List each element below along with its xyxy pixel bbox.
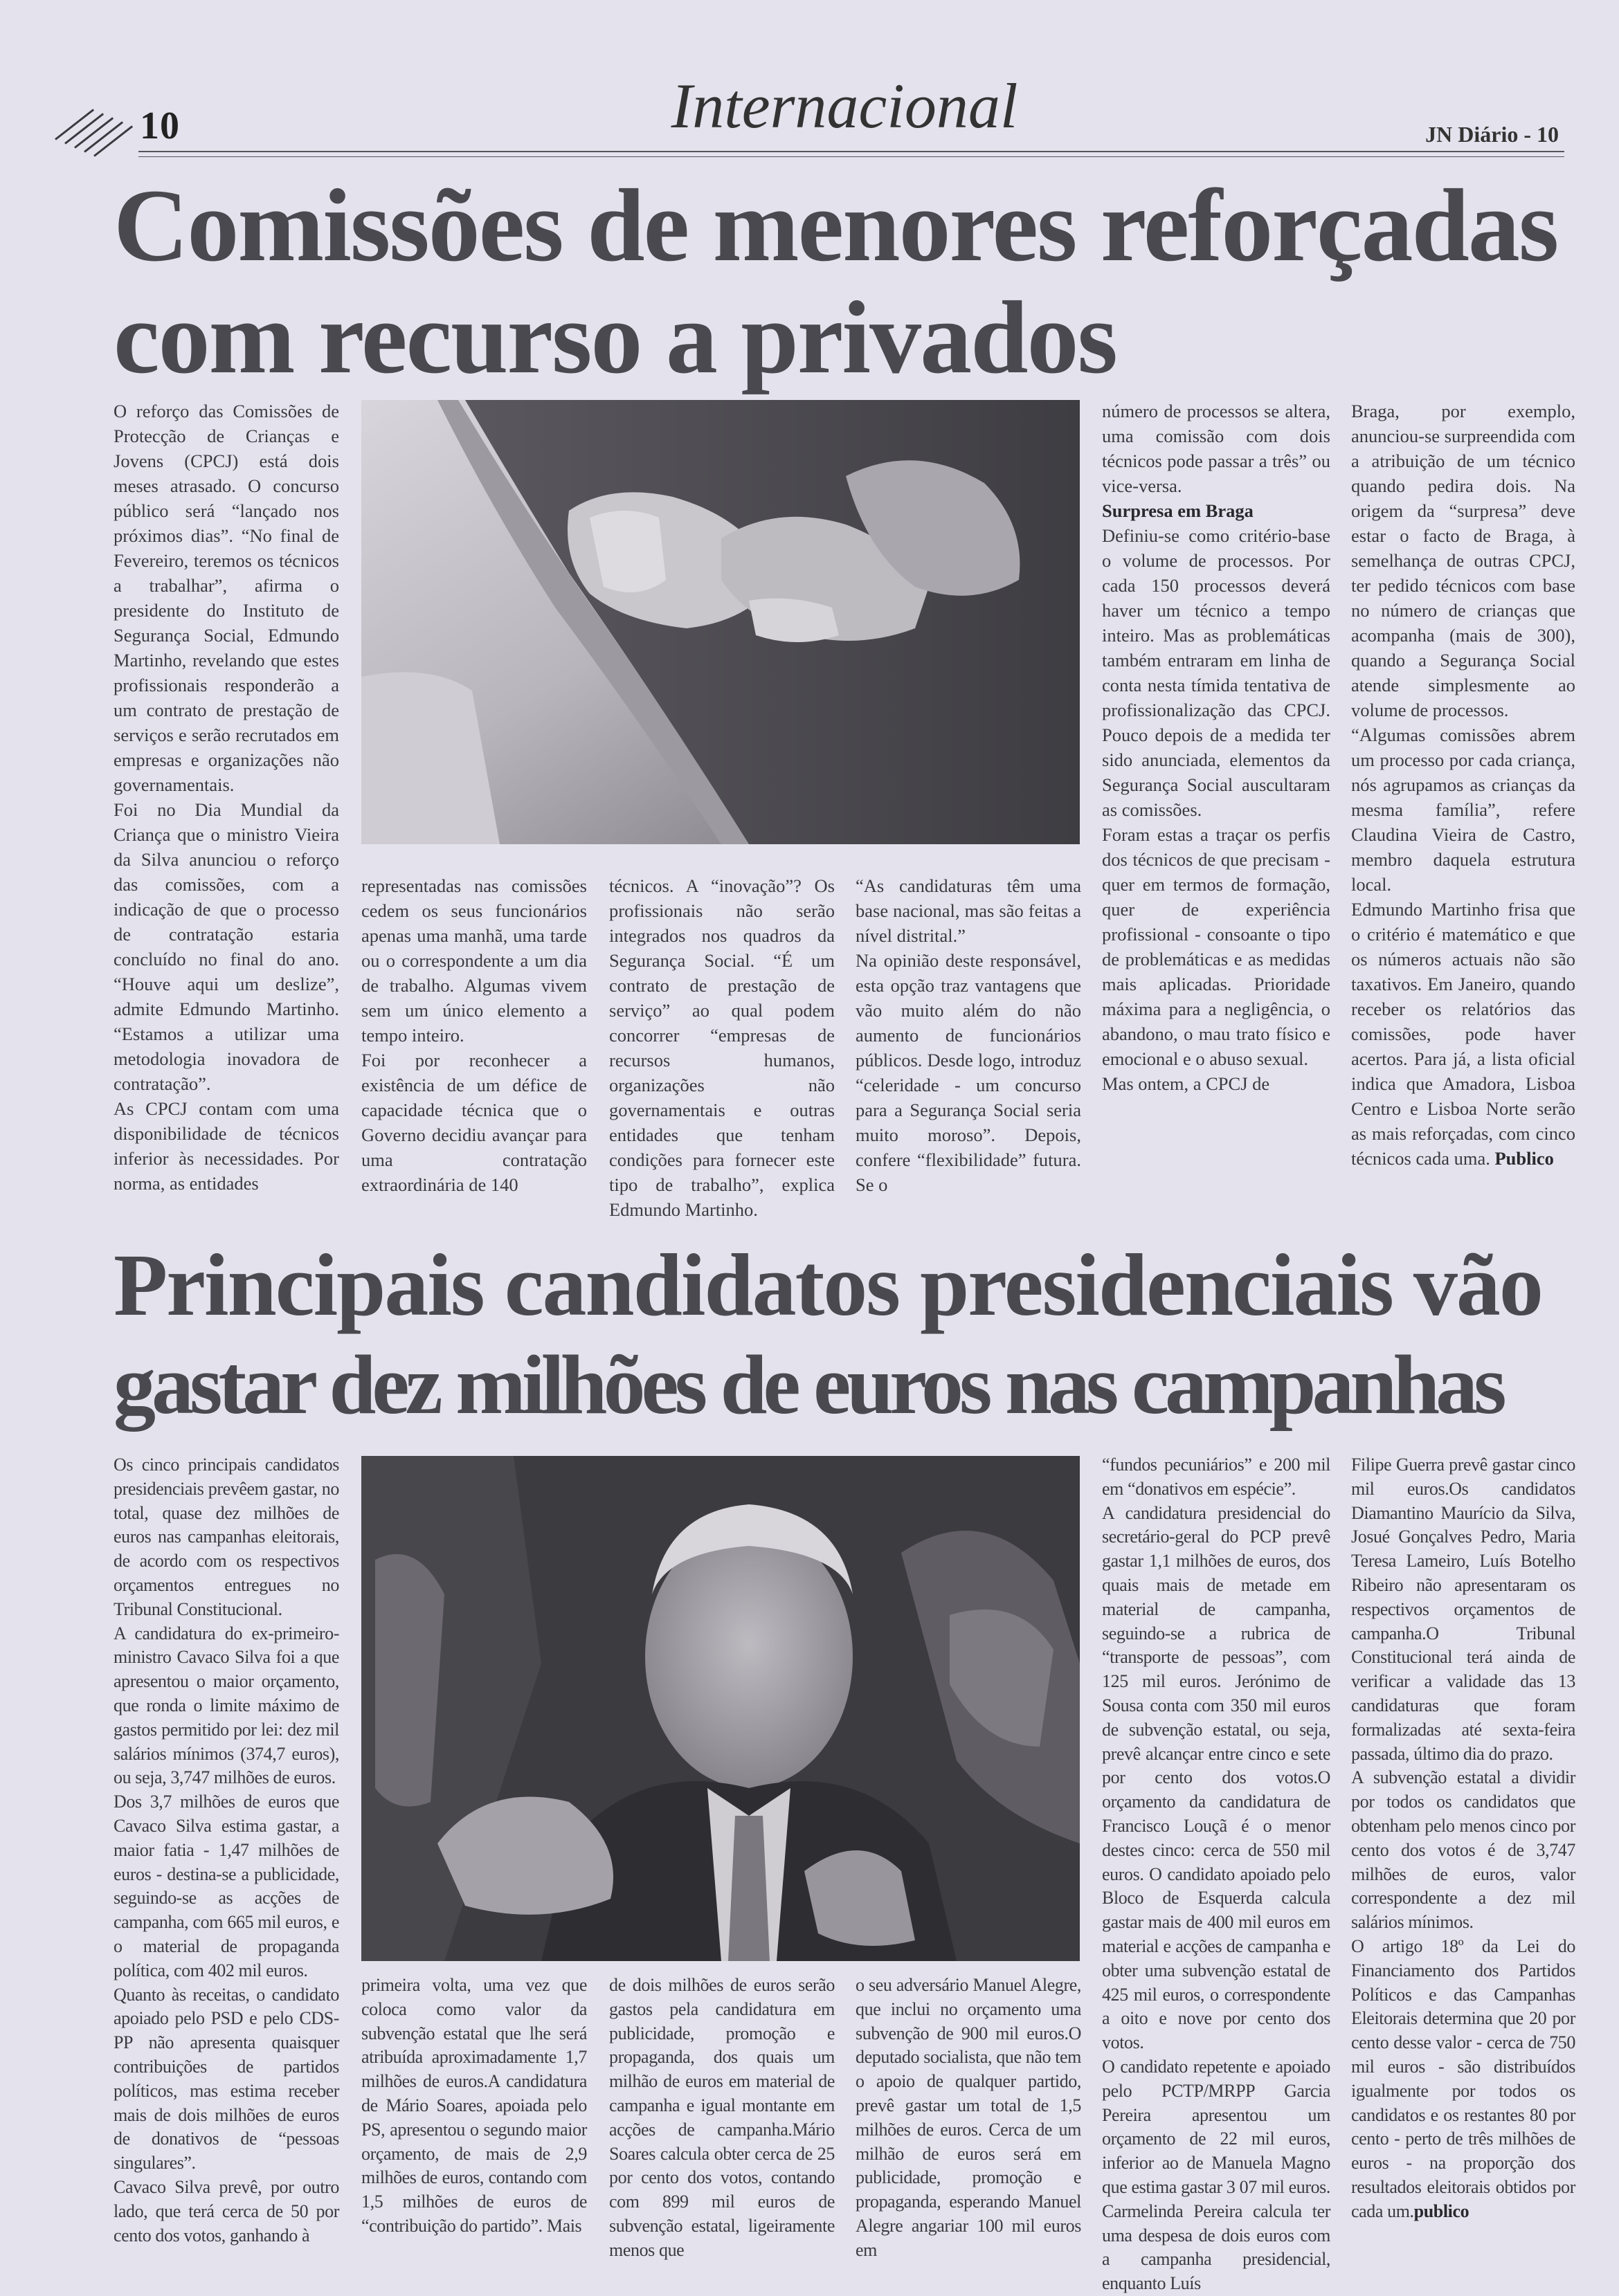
article1-col6-p2: “Algumas comissões abrem um processo por cada criança, nós agrupamos as crianças da mesma família”, refere Claudina Vieira de Castro, membro daquela estrutura local. xyxy=(1351,725,1575,895)
article1-column-5 xyxy=(1102,399,1330,1219)
article2-headline-line2: gastar dez milhões de euros nas campanhas xyxy=(114,1338,1503,1432)
article2-photo xyxy=(361,1456,1080,1961)
article2-column-6 xyxy=(1351,1453,1575,2249)
article2-col2-p1: primeira volta, uma vez que coloca como valor da subvenção estatal que lhe será atribuída aproximadamente 1,7 milhões de euros.A candidatura de Mário Soares, apoiada pelo PS, apresentou o segundo maior orçamento, de mais de 2,9 milhões de euros, contando com 1,5 milhões de euros de “contribuição do partido”. Mais xyxy=(361,1975,587,2236)
article2-col5-p3: O candidato repetente e apoiado pelo PCTP/MRPP Garcia Pereira apresentou um orçamento de 22 mil euros, inferior ao de Manuela Magno que estima gastar 3 07 mil euros. Carmelinda Pereira calcula ter uma despesa de dois euros com a campanha presidencial, enquanto Luís xyxy=(1102,2056,1330,2294)
article2-column-3 xyxy=(609,1974,835,2260)
article1-headline-line1: Comissões de menores reforçadas xyxy=(114,168,1558,283)
article1-col5-p2: Definiu-se como critério-base o volume de processos. Por cada 150 processos deverá haver um técnico a tempo inteiro. Mas as problemáticas também entraram em linha de conta nesta tímida tentativa de profissionalização das CPCJ. Pouco depois de a medida ter sido anunciada, elementos da Segurança Social auscultaram as comissões. xyxy=(1102,525,1330,820)
article1-column-1 xyxy=(114,399,339,1219)
article1-col6-p1: Braga, por exemplo, anunciou-se surpreendida com a atribuição de um técnico quando pedira dois. Na origem da “surpresa” deve estar o facto de Braga, à semelhança de outras CPCJ, ter pedido técnicos com base no número de crianças que acompanha (mais de 300), quando a Segurança Social atende simplesmente ao volume de processos. xyxy=(1351,401,1575,720)
article2-col3-p1: de dois milhões de euros serão gastos pela candidatura em publicidade, promoção e propaganda, dos quais um milhão de euros em material de campanha e igual montante em acções de campanha.Mário Soares calcula obter cerca de 25 por cento dos votos, contando com 899 mil euros de subvenção estatal, ligeiramente menos que xyxy=(609,1975,835,2260)
article1-column-6 xyxy=(1351,399,1575,1219)
article1-col5-p4: Mas ontem, a CPCJ de xyxy=(1102,1073,1270,1094)
article1-col5-p1: número de processos se altera, uma comissão com dois técnicos pode passar a três” ou vice-versa. xyxy=(1102,401,1330,496)
article1-column-3 xyxy=(609,873,835,1219)
article2-col6-p1: Filipe Guerra prevê gastar cinco mil euros.Os candidatos Diamantino Maurício da Silva, Josué Gonçalves Pedro, Maria Teresa Lameiro, Luís Botelho Ribeiro não apresentaram os respectivos orçamentos de campanha.O Tribunal Constitucional terá ainda de verificar a validade das 13 candidaturas que foram formalizadas até sexta-feira passada, último dia do prazo. xyxy=(1351,1455,1575,1764)
article2-column-5 xyxy=(1102,1453,1330,2294)
article1-col5-p3: Foram estas a traçar os perfis dos técnicos de que precisam - quer em termos de formação, quer de experiência profissional - consoante o tipo de problemáticas e as medidas mais aplicadas. Prioridade máxima para a negligência, o abandono, o mau trato físico e emocional e o abuso sexual. xyxy=(1102,824,1330,1069)
article1-col1-p1: O reforço das Comissões de Protecção de Crianças e Jovens (CPCJ) está dois meses atrasado. O concurso público será “lançado nos próximos dias”. “No final de Fevereiro, teremos os técnicos a trabalhar”, afirma o presidente do Instituto de Segurança Social, Edmundo Martinho, revelando que estes profissionais responderão a um contrato de prestação de serviços e serão recrutados em empresas e organizações não governamentais. xyxy=(114,401,339,795)
article2-col4-p1: o seu adversário Manuel Alegre, que inclui no orçamento uma subvenção de 900 mil euros.O deputado socialista, que não tem o apoio de qualquer partido, prevê gastar um total de 1,5 milhões de euros. Cerca de um milhão de euros será em publicidade, promoção e propaganda, esperando Manuel Alegre angariar 100 mil euros em xyxy=(856,1975,1081,2260)
article1-col1-p2: Foi no Dia Mundial da Criança que o ministro Vieira da Silva anunciou o reforço das comissões, com a indicação de que o processo de contratação estaria concluído no final do ano. “Houve aqui um deslize”, admite Edmundo Martinho. “Estamos a utilizar uma metodologia inovadora de contratação”. xyxy=(114,799,339,1094)
article2-col1-p3: Dos 3,7 milhões de euros que Cavaco Silva estima gastar, a maior fatia - 1,47 milhões de euros - destina-se a publicidade, seguindo-se as acções de campanha, com 665 mil euros, e o material de propaganda política, com 402 mil euros. xyxy=(114,1792,339,1980)
hands-gripping-photo-icon xyxy=(361,400,1080,844)
article2-col1-p5: Cavaco Silva prevê, por outro lado, que terá cerca de 50 por cento dos votos, ganhando à xyxy=(114,2176,339,2245)
article1-source: Publico xyxy=(1494,1148,1554,1169)
article2-column-4 xyxy=(856,1974,1081,2260)
article2-col5-p2: A candidatura presidencial do secretário-geral do PCP prevê gastar 1,1 milhões de euros, dos quais mais de metade em material de campanha, seguindo-se a rubrica de “transporte de pessoas”, com 125 mil euros. Jerónimo de Sousa conta com 350 mil euros de subvenção estatal, ou seja, prevê alcançar entre cinco e sete por cento dos votos.O orçamento da candidatura de Francisco Louçã é o menor destes cinco: cerca de 550 mil euros. O candidato apoiado pelo Bloco de Esquerda calcula gastar mais de 400 mil euros em material e acções de campanha e obter uma subvenção estatal de 425 mil euros, o correspondente a oito e nove por cento dos votos. xyxy=(1102,1502,1330,2053)
article2-headline-line1: Principais candidatos presidenciais vão xyxy=(114,1236,1542,1334)
article2-col1-p4: Quanto às receitas, o candidato apoiado pelo PSD e pelo CDS-PP não apresenta quaisquer contribuições de partidos políticos, mas estima receber mais de dois milhões de euros de donativos de “pessoas singulares”. xyxy=(114,1984,339,2174)
article1-column-2 xyxy=(361,873,587,1219)
article2-source: publico xyxy=(1413,2201,1469,2221)
page-number: 10 xyxy=(140,104,180,147)
article1-col1-p3: As CPCJ contam com uma disponibilidade de técnicos inferior às necessidades. Por norma, as entidades xyxy=(114,1098,339,1194)
article1-headline-line2: com recurso a privados xyxy=(114,280,1116,395)
article2-column-1 xyxy=(114,1453,339,2249)
article1-col2-p2: Foi por reconhecer a existência de um défice de capacidade técnica que o Governo decidiu avançar para uma contratação extraordinária de 140 xyxy=(361,1050,587,1195)
candidate-in-crowd-photo-icon xyxy=(361,1456,1080,1961)
article2-col1-p2: A candidatura do ex-primeiro-ministro Cavaco Silva foi a que apresentou o maior orçamento, que ronda o limite máximo de gastos permitido por lei: dez mil salários mínimos (374,7 euros), ou seja, 3,747 milhões de euros. xyxy=(114,1623,339,1788)
header-rule-thin xyxy=(138,156,1564,157)
article1-col2-p1: representadas nas comissões cedem os seus funcionários apenas uma manhã, uma tarde ou o correspondente a um dia de trabalho. Algumas vivem sem um único elemento a tempo inteiro. xyxy=(361,875,587,1046)
edition-label: JN Diário - 10 xyxy=(1425,122,1559,147)
article1-col6-p3: Edmundo Martinho frisa que o critério é matemático e que os números actuais não são taxativos. Em Janeiro, quando receber os relatórios das comissões, pode haver acertos. Para já, a lista oficial indica que Amadora, Lisboa Centro e Lisboa Norte serão as mais reforçadas, com cinco técnicos cada uma. xyxy=(1351,899,1575,1169)
article1-col4-p1: “As candidaturas têm uma base nacional, mas são feitas a nível distrital.” xyxy=(856,875,1081,946)
article1-column-4 xyxy=(856,873,1081,1219)
article2-col5-p1: “fundos pecuniários” e 200 mil em “donativos em espécie”. xyxy=(1102,1455,1330,1499)
article2-col1-p1: Os cinco principais candidatos presidenciais prevêem gastar, no total, quase dez milhões de euros nas campanhas eleitorais, de acordo com os respectivos orçamentos entregues no Tribunal Constitucional. xyxy=(114,1455,339,1619)
article1-col4-p2: Na opinião deste responsável, esta opção traz vantagens que vão muito além do não aumento de funcionários públicos. Desde logo, introduz “celeridade - um concurso para a Segurança Social seria muito moroso”. Depois, confere “flexibilidade” futura. Se o xyxy=(856,950,1081,1195)
article2-col6-p3: O artigo 18º da Lei do Financiamento dos Partidos Políticos e das Campanhas Eleitorais determina que 20 por cento desse valor - cerca de 750 mil euros - são distribuídos igualmente por todos os candidatos e os restantes 80 por cento - perto de três milhões de euros - na proporção dos resultados eleitorais obtidos por cada um. xyxy=(1351,1935,1575,2221)
article1-col3-p1: técnicos. A “inovação”? Os profissionais não serão integrados nos quadros da Segurança Social. “É um contrato de prestação de serviço” ao qual podem concorrer “empresas de recursos humanos, organizações não governamentais e outras entidades que tenham condições para fornecer este tipo de trabalho”, explica Edmundo Martinho. xyxy=(609,875,835,1220)
section-title: Internacional xyxy=(671,71,1018,141)
header-rule xyxy=(138,151,1564,152)
article2-column-2 xyxy=(361,1974,587,2250)
article1-photo xyxy=(361,400,1080,844)
article1-subhead: Surpresa em Braga xyxy=(1102,500,1254,521)
article2-col6-p2: A subvenção estatal a dividir por todos os candidatos que obtenham pelo menos cinco por cento dos votos é de 3,747 milhões de euros, valor correspondente a dez mil salários mínimos. xyxy=(1351,1767,1575,1933)
